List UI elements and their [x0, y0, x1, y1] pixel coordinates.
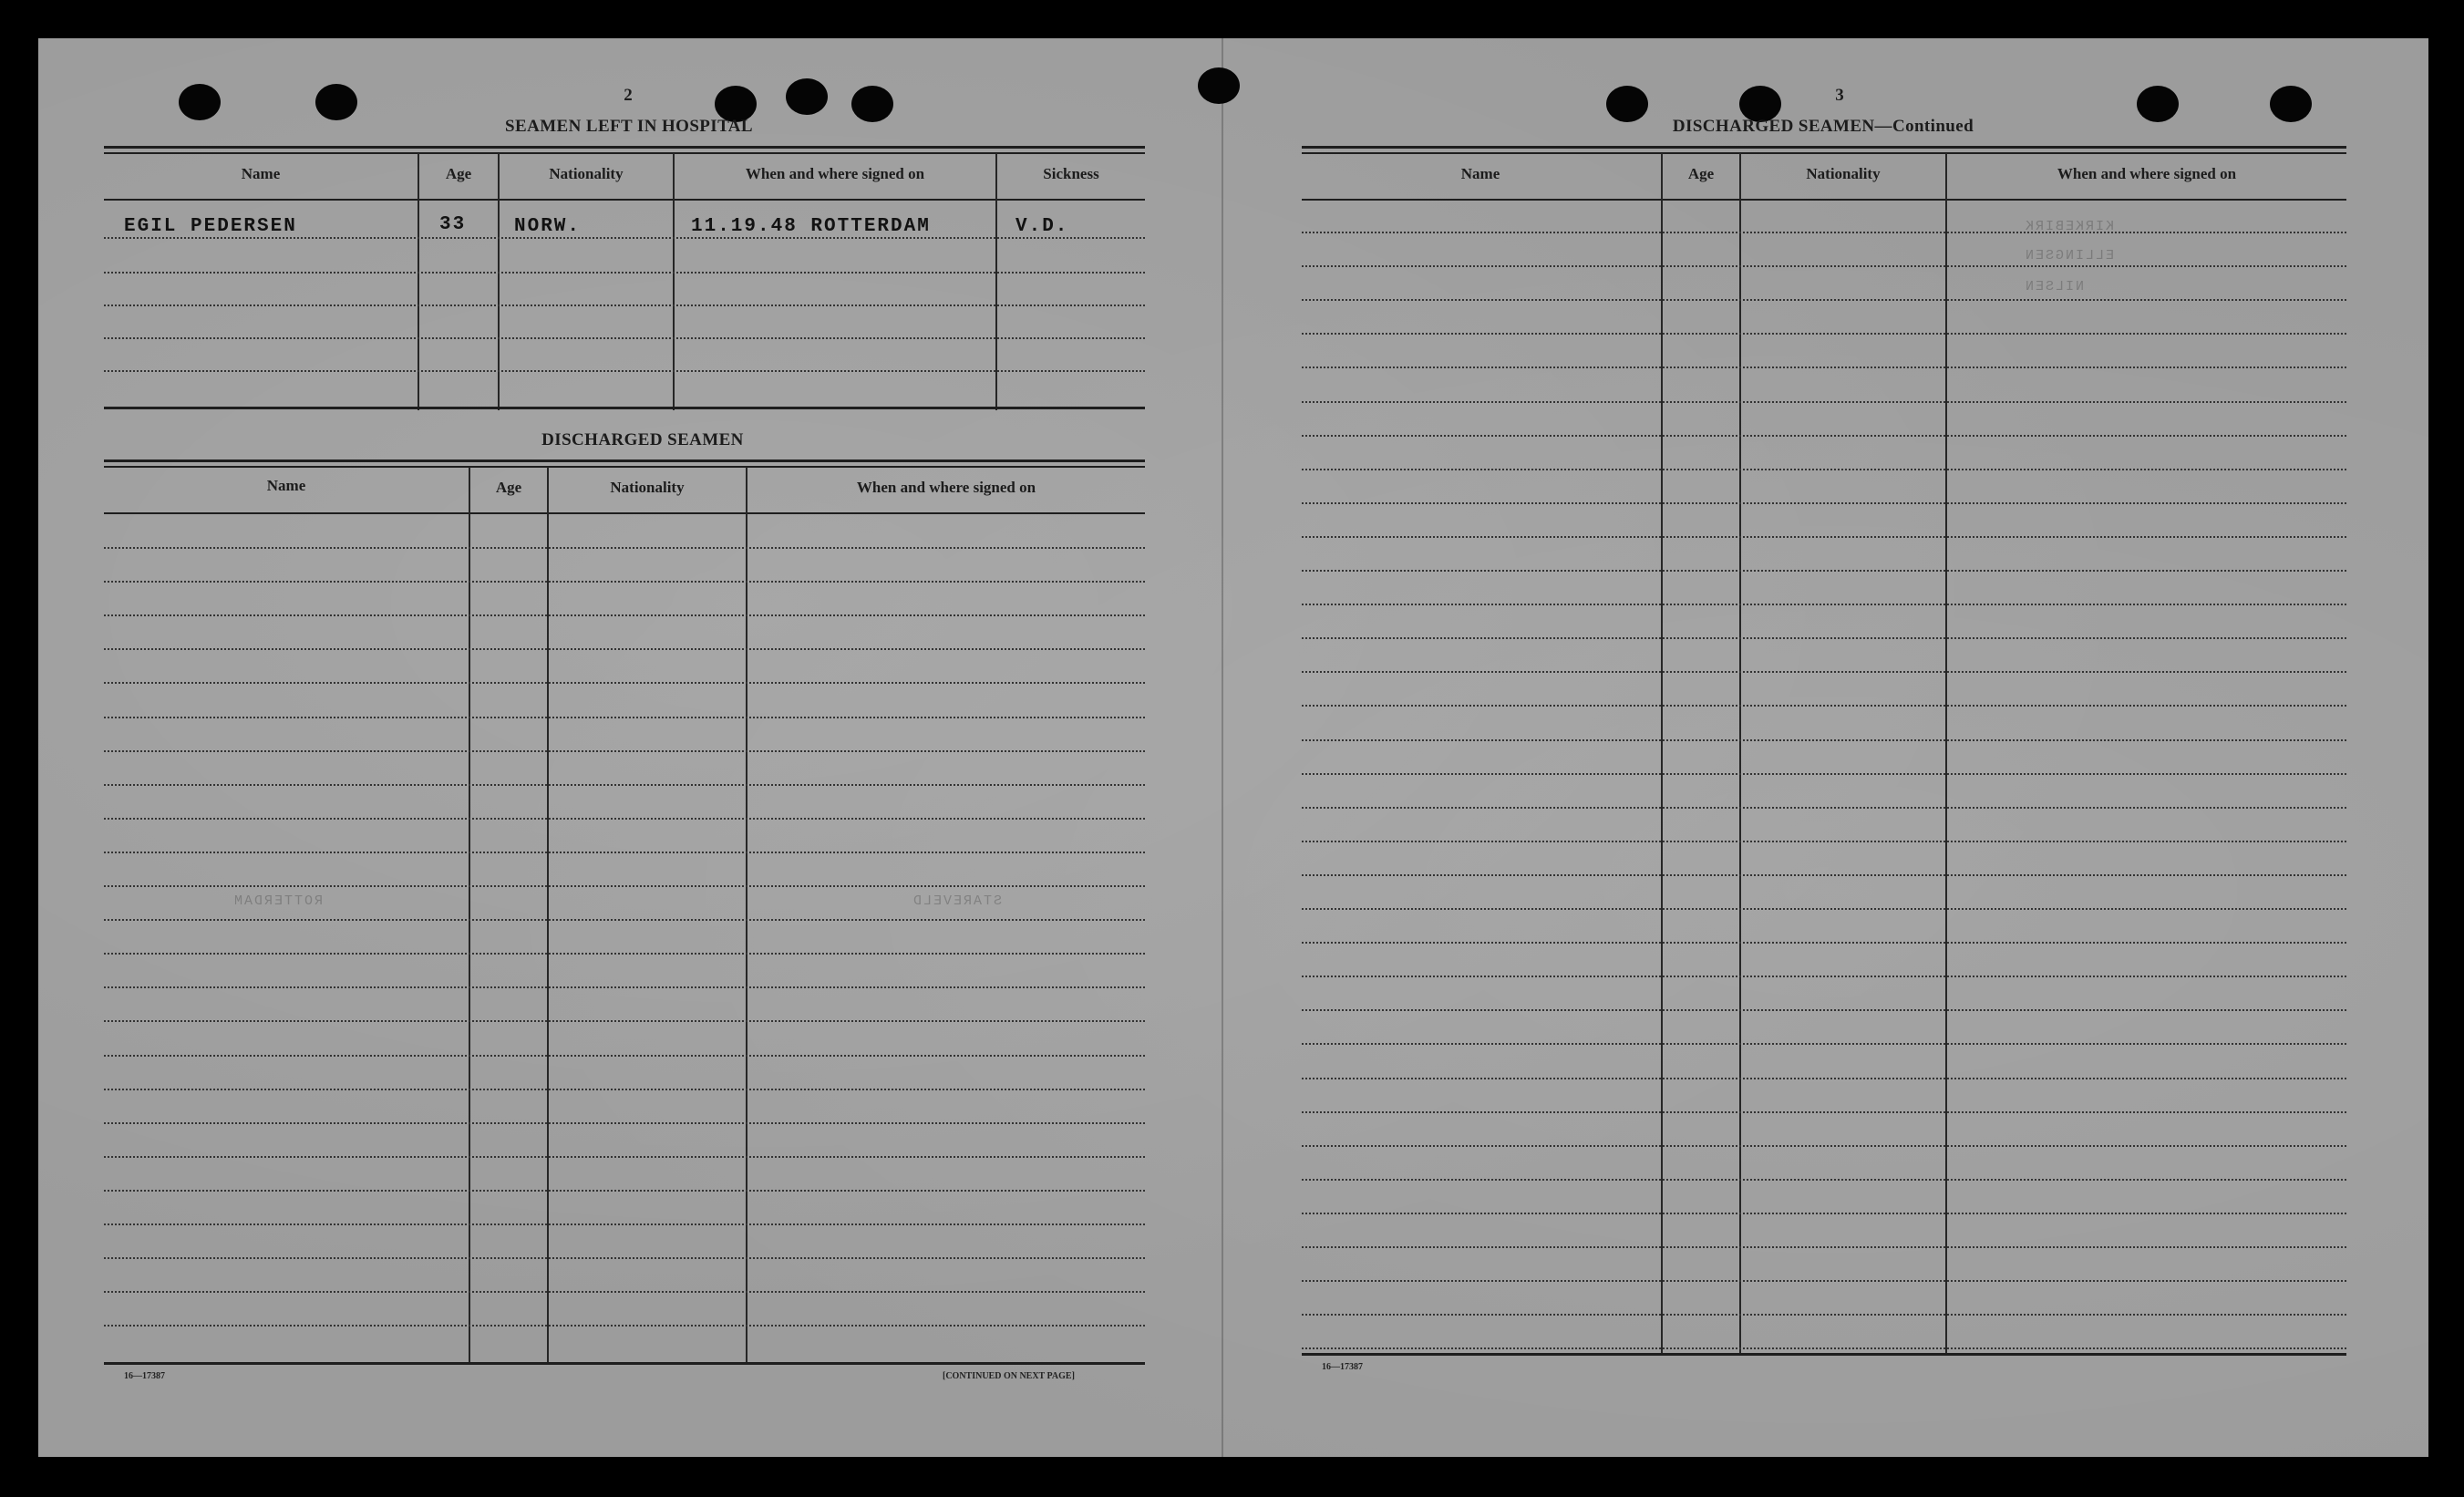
ruled-line — [1302, 841, 2346, 842]
ruled-line — [1302, 232, 2346, 233]
column-header-signed-on: When and where signed on — [745, 165, 925, 182]
column-header-name: Name — [1460, 165, 1500, 182]
ruled-line — [104, 272, 1145, 274]
ruled-line — [1302, 671, 2346, 673]
right-top-rule — [1302, 146, 2346, 149]
hospital-entry-age: 33 — [439, 214, 467, 235]
ruled-line — [1302, 1213, 2346, 1214]
ruled-line — [1302, 1145, 2346, 1147]
ruled-line — [1302, 773, 2346, 775]
ruled-line — [104, 1089, 1145, 1090]
right-bottom-rule — [1302, 1353, 2346, 1356]
column-header-nationality: Nationality — [610, 479, 685, 496]
page-fold — [1222, 38, 1223, 1457]
ruled-line — [1302, 1246, 2346, 1248]
ruled-line — [104, 986, 1145, 988]
form-number: 16—17387 — [1322, 1362, 1363, 1372]
column-header-signed-on: When and where signed on — [2057, 165, 2237, 182]
form-number: 16—17387 — [124, 1371, 165, 1381]
ruled-line — [1302, 299, 2346, 301]
hospital-entry-nationality: NORW. — [514, 216, 582, 237]
right-top-rule — [1302, 152, 2346, 154]
column-header-name: Name — [266, 477, 306, 494]
ruled-line — [1302, 401, 2346, 403]
ruled-line — [104, 1122, 1145, 1124]
ruled-line — [104, 1055, 1145, 1057]
punch-hole — [1198, 67, 1240, 104]
column-divider — [547, 467, 549, 1362]
ruled-line — [104, 370, 1145, 372]
ruled-line — [1302, 1078, 2346, 1079]
discharged-continued-title: DISCHARGED SEAMEN—Continued — [1672, 117, 1974, 136]
ruled-line — [1302, 333, 2346, 335]
ruled-line — [104, 784, 1145, 786]
hospital-entry-sickness: V.D. — [1015, 216, 1069, 237]
hospital-bottom-rule — [104, 407, 1145, 409]
column-header-nationality: Nationality — [1806, 165, 1881, 182]
ruled-line — [104, 1190, 1145, 1192]
ruled-line — [1302, 1347, 2346, 1349]
ruled-line — [104, 1325, 1145, 1327]
ruled-line — [1302, 637, 2346, 639]
ruled-line — [104, 818, 1145, 820]
ruled-line — [1302, 536, 2346, 538]
ruled-line — [1302, 1043, 2346, 1045]
ruled-line — [1302, 1314, 2346, 1316]
column-header-nationality: Nationality — [549, 165, 624, 182]
bleed-through-mark: STAREVELD — [912, 893, 1003, 909]
ruled-line — [1302, 908, 2346, 910]
ruled-line — [1302, 739, 2346, 741]
bleed-through-mark: KIRKEBIRK — [2024, 219, 2115, 234]
discharged-header-rule — [104, 512, 1145, 514]
column-header-name: Name — [241, 165, 281, 182]
ruled-line — [104, 337, 1145, 339]
ruled-line — [104, 1156, 1145, 1158]
ruled-line — [1302, 469, 2346, 470]
hospital-entry-signed-on: 11.19.48 ROTTERDAM — [691, 216, 931, 237]
ruled-line — [104, 614, 1145, 616]
ruled-line — [104, 852, 1145, 853]
discharged-section-title: DISCHARGED SEAMEN — [541, 430, 744, 449]
bleed-through-mark: ELLINGSEN — [2024, 248, 2115, 263]
bleed-through-mark: NILSEN — [2024, 279, 2085, 294]
ruled-line — [1302, 1111, 2346, 1113]
continued-note: [CONTINUED ON NEXT PAGE] — [943, 1371, 1075, 1381]
page-number: 2 — [624, 86, 633, 105]
ruled-line — [1302, 265, 2346, 267]
hospital-header-rule — [104, 199, 1145, 201]
ruled-line — [1302, 1280, 2346, 1282]
ruled-line — [1302, 1179, 2346, 1181]
ruled-line — [104, 717, 1145, 718]
ruled-line — [104, 1020, 1145, 1022]
column-divider — [746, 467, 747, 1362]
column-header-age: Age — [445, 165, 472, 182]
column-header-signed-on: When and where signed on — [856, 479, 1036, 496]
ruled-line — [1302, 502, 2346, 504]
ruled-line — [104, 953, 1145, 955]
ruled-line — [104, 305, 1145, 306]
hospital-top-rule — [104, 146, 1145, 149]
ruled-line — [104, 885, 1145, 887]
punch-hole — [2137, 86, 2179, 122]
ruled-line — [104, 237, 1145, 239]
ruled-line — [104, 648, 1145, 650]
ruled-line — [1302, 435, 2346, 437]
ruled-line — [104, 581, 1145, 583]
punch-hole — [786, 78, 828, 115]
discharged-top-rule — [104, 466, 1145, 468]
ruled-line — [1302, 570, 2346, 572]
punch-hole — [179, 84, 221, 120]
ruled-line — [104, 750, 1145, 752]
ruled-line — [104, 547, 1145, 549]
discharged-bottom-rule — [104, 1362, 1145, 1365]
bleed-through-mark: ROTTERDAM — [232, 893, 324, 909]
ruled-line — [1302, 1009, 2346, 1011]
ruled-line — [1302, 874, 2346, 876]
discharged-top-rule — [104, 459, 1145, 462]
ruled-line — [104, 1257, 1145, 1259]
ruled-line — [104, 1291, 1145, 1293]
column-divider — [469, 467, 470, 1362]
column-header-age: Age — [495, 479, 522, 496]
column-header-age: Age — [1687, 165, 1715, 182]
punch-hole — [315, 84, 357, 120]
ruled-line — [1302, 705, 2346, 707]
ruled-line — [1302, 942, 2346, 944]
hospital-top-rule — [104, 152, 1145, 154]
ruled-line — [104, 1223, 1145, 1225]
punch-hole — [2270, 86, 2312, 122]
column-header-sickness: Sickness — [1043, 165, 1099, 182]
ruled-line — [1302, 976, 2346, 977]
ruled-line — [1302, 604, 2346, 605]
hospital-section-title: SEAMEN LEFT IN HOSPITAL — [505, 117, 753, 136]
hospital-entry-name: EGIL PEDERSEN — [124, 216, 297, 237]
ruled-line — [1302, 367, 2346, 368]
ruled-line — [104, 682, 1145, 684]
page-number: 3 — [1835, 86, 1844, 105]
ruled-line — [1302, 807, 2346, 809]
right-header-rule — [1302, 199, 2346, 201]
ruled-line — [104, 919, 1145, 921]
